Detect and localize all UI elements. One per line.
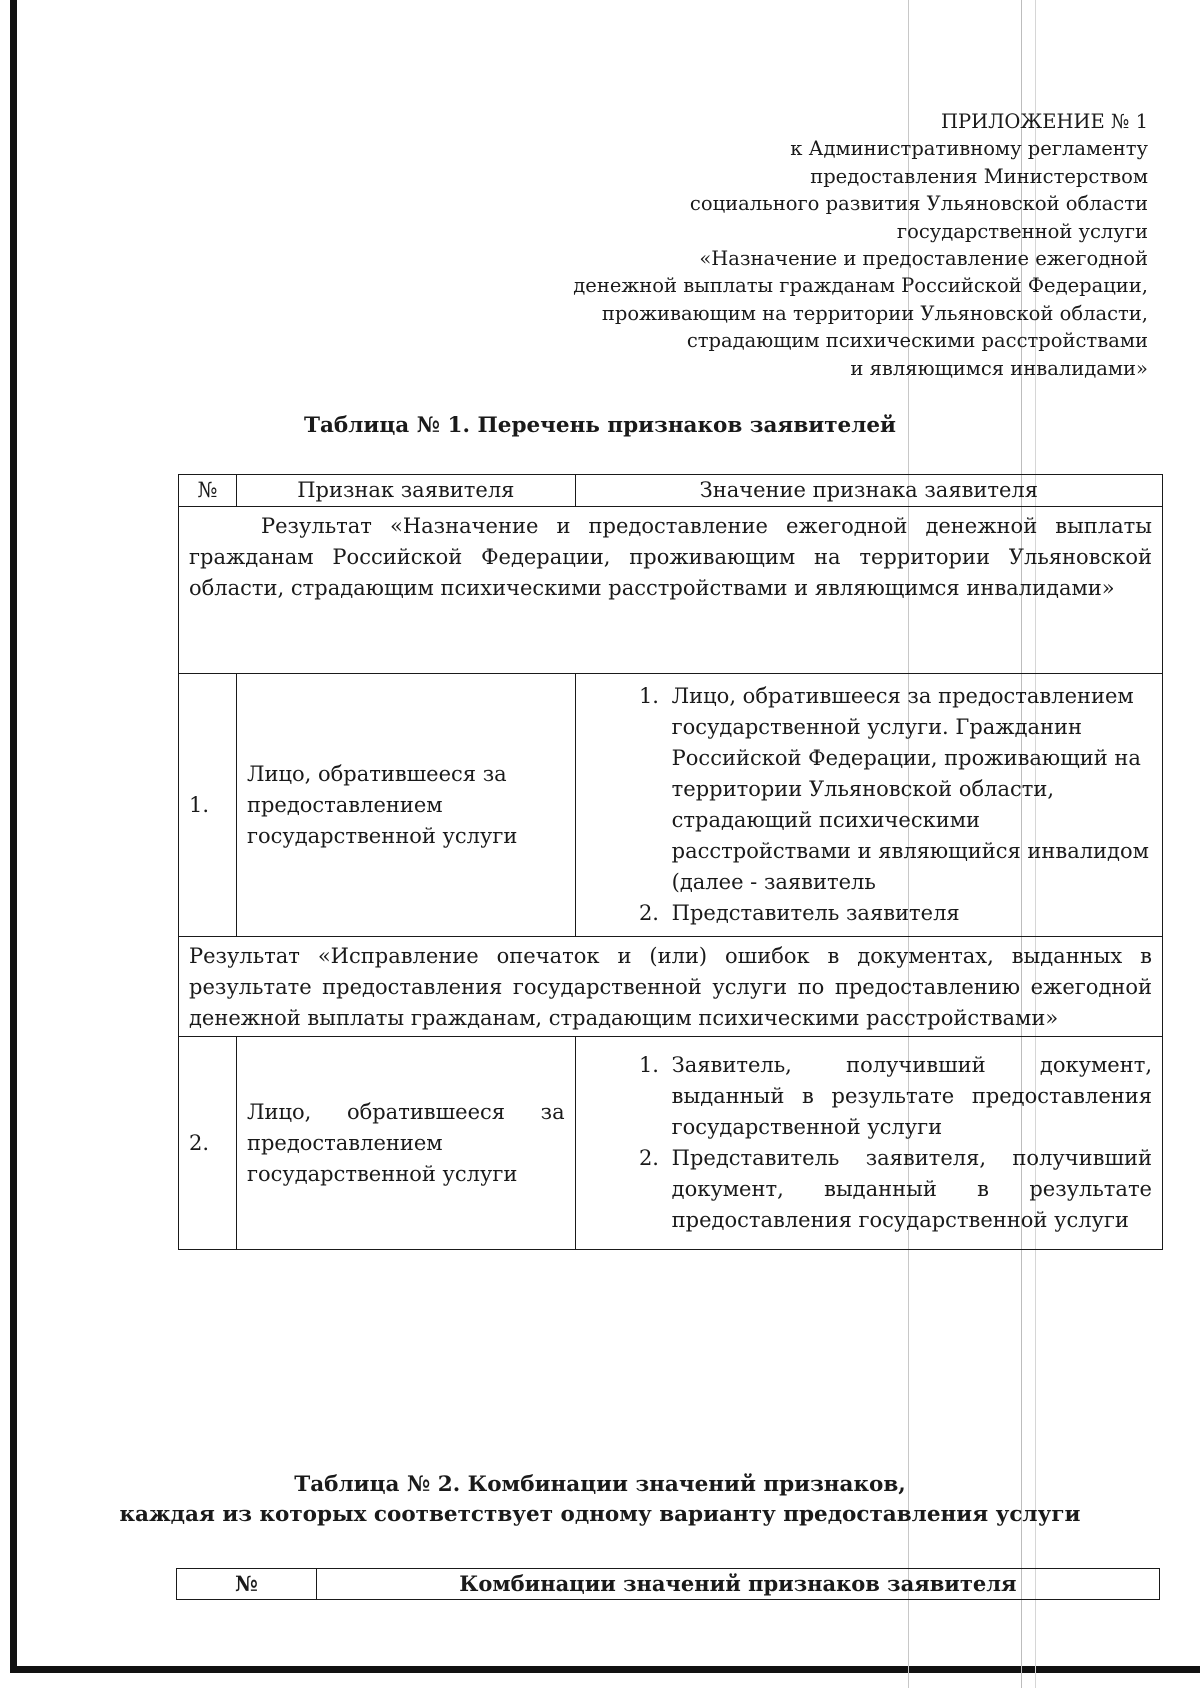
column-header-combinations: Комбинации значений признаков заявителя [316, 1569, 1159, 1600]
table1-title: Таблица № 1. Перечень признаков заявителей [304, 413, 896, 438]
value-cell [575, 674, 1162, 937]
row-number: 1. [179, 674, 237, 937]
column-header-criterion: Признак заявителя [236, 475, 575, 507]
list-item: 2. Представитель заявителя, получивший документ, выданный в результате предоставления государственной услуги [666, 1143, 1152, 1236]
header-line: «Назначение и предоставление ежегодной [699, 247, 1148, 271]
value-list [586, 1050, 1152, 1236]
table2-title-line: Таблица № 2. Комбинации значений признаков, [294, 1472, 906, 1497]
table-header-row [177, 1569, 1160, 1600]
row-number: 2. [179, 1037, 237, 1250]
table-row [179, 674, 1163, 937]
table-header-row [179, 475, 1163, 507]
header-line: к Административному регламенту [790, 137, 1148, 161]
result-row [179, 937, 1163, 1037]
header-line: и являющимся инвалидами» [850, 356, 1148, 380]
table2-title [0, 1470, 1200, 1530]
header-line: государственной услуги [896, 219, 1148, 243]
criterion-cell: Лицо, обратившееся за предоставлением государственной услуги [236, 674, 575, 937]
value-list [586, 681, 1152, 929]
list-item: 1. Заявитель, получивший документ, выданный в результате предоставления государственной услуги [666, 1050, 1152, 1143]
result-text: Результат «Исправление опечаток и (или) ошибок в документах, выданных в результате предоставления государственной услуги по предоставлению ежегодной денежной выплаты гражданам, страдающим психическими расстройствами» [189, 944, 1152, 1030]
header-line: денежной выплаты гражданам Российской Федерации, [573, 274, 1148, 298]
result-text: Результат «Назначение и предоставление ежегодной денежной выплаты гражданам Российской Федерации, проживающим на территории Ульяновской области, страдающим психическими расстройствами и являющимся инвалидами» [189, 514, 1152, 600]
value-cell [575, 1037, 1162, 1250]
header-line: проживающим на территории Ульяновской области, [601, 301, 1148, 325]
criteria-combinations-table [176, 1568, 1160, 1600]
header-line: ПРИЛОЖЕНИЕ № 1 [940, 110, 1148, 133]
criterion-cell: Лицо, обратившееся за предоставлением государственной услуги [236, 1037, 575, 1250]
appendix-header [573, 108, 1148, 382]
column-header-number: № [179, 475, 237, 507]
header-line: социального развития Ульяновской области [689, 192, 1148, 216]
applicant-criteria-table [178, 474, 1163, 1250]
table2-title-line: каждая из которых соответствует одному варианту предоставления услуги [119, 1502, 1081, 1527]
list-item: 2. Представитель заявителя [666, 898, 1152, 929]
table-row [179, 1037, 1163, 1250]
scan-edge-left [10, 0, 17, 1672]
column-header-number: № [177, 1569, 317, 1600]
result-row [179, 507, 1163, 674]
column-header-value: Значение признака заявителя [575, 475, 1162, 507]
header-line: предоставления Министерством [810, 164, 1148, 188]
header-line: страдающим психическими расстройствами [686, 329, 1148, 353]
list-item: 1. Лицо, обратившееся за предоставлением государственной услуги. Гражданин Российской Федерации, проживающий на территории Ульяновской области, страдающий психическими расстройствами и являющийся инвалидом (далее - заявитель [666, 681, 1152, 898]
